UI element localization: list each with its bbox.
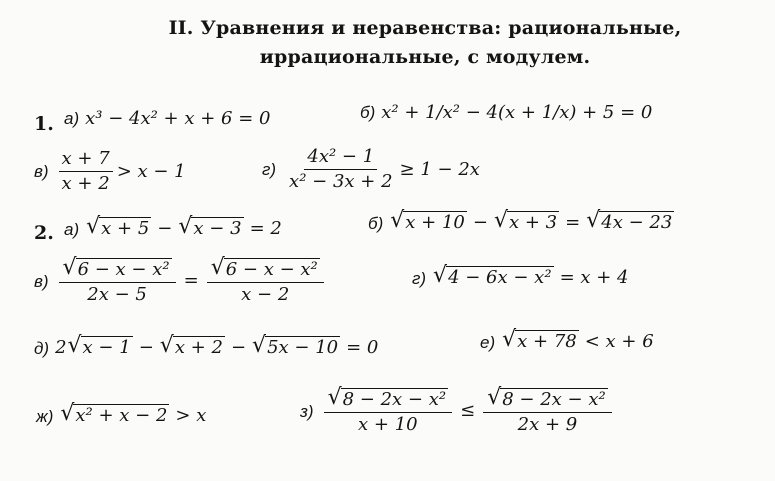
item-label: г) — [412, 269, 427, 288]
item-label: д) — [34, 339, 50, 358]
fraction — [59, 150, 113, 193]
radical: √ x + 3 — [493, 208, 558, 233]
radicand: x + 78 — [517, 331, 577, 352]
denominator: 2x − 5 — [87, 284, 147, 305]
radicand: 4x − 23 — [601, 212, 673, 233]
radical: √ 5x − 10 — [252, 333, 339, 358]
problem-1b — [360, 104, 652, 122]
problem-2z — [300, 385, 616, 435]
item-label: з) — [300, 401, 314, 421]
radicand: x + 10 — [405, 212, 465, 233]
item-label: в) — [34, 162, 49, 181]
problem-1g — [262, 148, 480, 191]
operator: − — [138, 337, 154, 358]
radicand: 6 − x − x² — [225, 259, 318, 280]
equals-sign: = — [565, 212, 581, 233]
radical: √ x + 78 — [502, 327, 577, 352]
denominator: x + 10 — [358, 414, 418, 435]
radicand: 5x − 10 — [267, 337, 339, 358]
numerator — [324, 385, 453, 413]
right-side: < x + 6 — [584, 331, 654, 352]
numerator: 4x² − 1 — [304, 148, 377, 170]
numerator — [59, 255, 176, 283]
equation: x³ − 4x² + x + 6 = 0 — [85, 108, 271, 129]
radical: √ x − 1 — [67, 333, 131, 358]
radical: √ x − 3 — [178, 214, 242, 239]
radical: √ 8 − 2x − x² — [487, 385, 606, 410]
problem-1-number: 1. — [34, 113, 54, 135]
numerator: x + 7 — [59, 150, 113, 172]
radical: √ 6 − x − x² — [62, 255, 170, 280]
denominator: x + 2 — [61, 173, 110, 194]
fraction — [59, 255, 176, 305]
radical: √ 8 − 2x − x² — [327, 385, 447, 410]
radicand: 4 − 6x − x² — [448, 267, 552, 288]
right-side: > x — [175, 405, 207, 426]
item-label: а) — [64, 109, 80, 128]
fraction — [324, 385, 453, 435]
operator: − — [472, 212, 488, 233]
fraction — [286, 148, 395, 191]
radicand: x − 1 — [82, 337, 131, 358]
denominator: 2x + 9 — [517, 414, 578, 435]
item-label: а) — [64, 220, 80, 239]
problem-1v — [34, 150, 186, 193]
item-label: е) — [480, 333, 496, 352]
item-label: г) — [262, 160, 277, 179]
problem-2a — [64, 214, 282, 239]
radical: √ x + 10 — [390, 208, 465, 233]
fraction — [207, 255, 324, 305]
relation-sign: ≤ — [460, 400, 476, 421]
radicand: x² + x − 2 — [75, 405, 168, 426]
problem-2-number: 2. — [34, 222, 54, 244]
problem-2d — [34, 333, 379, 358]
denominator: x − 2 — [241, 284, 290, 305]
equation: x² + 1/x² − 4(x + 1/x) + 5 = 0 — [381, 102, 653, 123]
problem-2e — [480, 327, 654, 352]
right-side: = x + 4 — [559, 267, 629, 288]
item-label: б) — [368, 214, 384, 233]
problem-2b — [368, 208, 675, 233]
operator: − — [157, 218, 173, 239]
problem-2g — [412, 263, 629, 288]
problem-2zh — [36, 401, 207, 426]
radicand: x + 3 — [508, 212, 558, 233]
radical: √ 4 − 6x − x² — [433, 263, 552, 288]
problem-1a — [64, 110, 270, 128]
radicand: x + 2 — [174, 337, 223, 358]
radicand: x − 3 — [193, 218, 242, 239]
operator: − — [230, 337, 247, 358]
radical: √ x² + x − 2 — [60, 401, 168, 426]
right-side: = 0 — [346, 337, 379, 358]
right-side: > x − 1 — [116, 160, 186, 182]
radicand: x + 5 — [101, 218, 150, 239]
numerator — [483, 385, 612, 413]
right-side: ≥ 1 − 2x — [399, 158, 480, 180]
radical: √ 4x − 23 — [586, 208, 673, 233]
radical: √ 6 − x − x² — [210, 255, 318, 280]
denominator: x² − 3x + 2 — [289, 171, 393, 192]
fraction — [483, 385, 612, 435]
item-label: б) — [360, 103, 376, 122]
radical: √ x + 2 — [159, 333, 223, 358]
coefficient: 2 — [55, 337, 67, 358]
title-line-1: II. Уравнения и неравенства: рациональные, — [168, 17, 682, 39]
radicand: 8 − 2x − x² — [502, 389, 606, 410]
problem-2v — [34, 255, 328, 305]
equals-sign: = — [183, 270, 199, 291]
radicand: 6 − x − x² — [77, 259, 170, 280]
title-line-2: иррациональные, с модулем. — [259, 46, 591, 68]
section-title — [150, 14, 700, 72]
radicand: 8 − 2x − x² — [342, 389, 447, 410]
item-label: ж) — [36, 407, 54, 426]
radical: √ x + 5 — [86, 214, 150, 239]
item-label: в) — [34, 271, 49, 291]
right-side: = 2 — [249, 218, 282, 239]
numerator — [207, 255, 324, 283]
